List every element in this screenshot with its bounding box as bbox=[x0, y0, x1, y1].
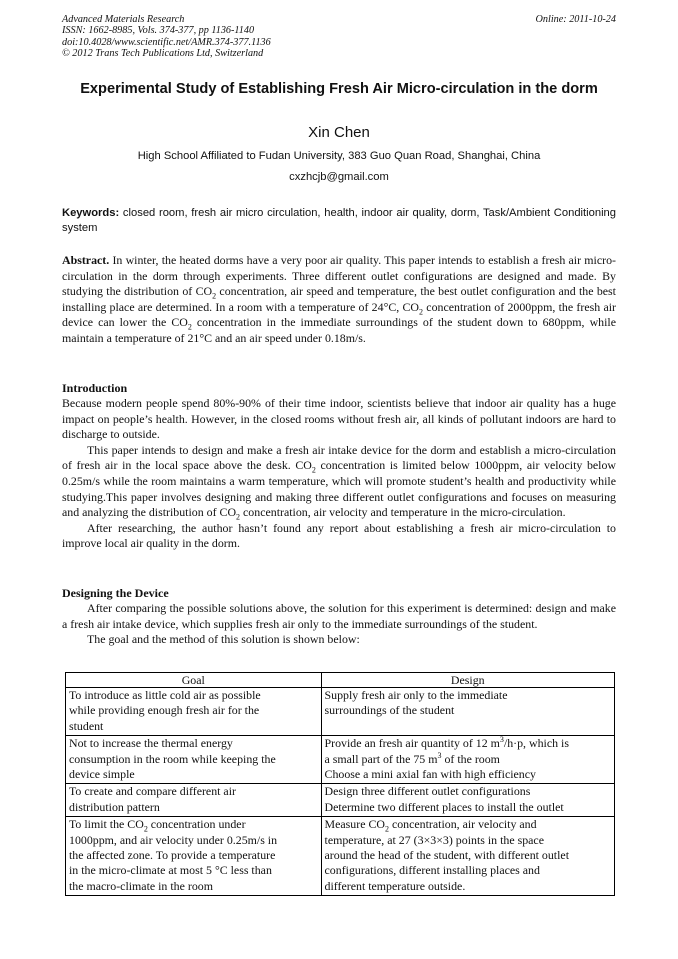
cell-line: in the micro-climate at most 5 °C less than bbox=[69, 863, 272, 878]
paragraph: Because modern people spend 80%-90% of their time indoor, scientists believe that indoor air quality has a huge impact on people’s health. However, in the closed rooms without fresh air, all kinds of pollutant indoors are hard to discharge to outside. bbox=[62, 396, 616, 442]
subscript: 2 bbox=[419, 307, 424, 317]
cell-line: To create and compare different air bbox=[69, 784, 236, 799]
cell-text: To limit the CO bbox=[69, 817, 144, 832]
subscript: 2 bbox=[212, 291, 217, 301]
table-row bbox=[66, 736, 615, 784]
abstract-text: concentration, air speed and temperature, the best outlet configuration and the best installing place are determined. In a room with a temperature of 24°C, CO bbox=[62, 284, 616, 314]
design-cell bbox=[321, 688, 614, 736]
cell-text: /h·p, which is bbox=[503, 736, 569, 751]
cell-line: the macro-climate in the room bbox=[69, 878, 213, 893]
abstract-text: In winter, the heated dorms have a very poor air quality. This paper intends to establish a fresh air micro-circulation in the dorm through experiments. Three different outlet configurations are designed and made. By studying the distribution of CO bbox=[62, 253, 616, 299]
paragraph: After comparing the possible solutions above, the solution for this experiment is determined: design and make a fresh air intake device, which supplies fresh air only to the immediate surroundings of the student. bbox=[62, 601, 616, 631]
cell-line: Design three different outlet configurations bbox=[324, 784, 531, 799]
cell-text: concentration under bbox=[147, 817, 246, 832]
keywords-label: Keywords: bbox=[62, 207, 120, 219]
cell-text: of the room bbox=[441, 751, 500, 766]
cell-line: while providing enough fresh air for the bbox=[69, 703, 260, 718]
section-heading-introduction: Introduction bbox=[62, 381, 128, 395]
cell-line: 1000ppm, and air velocity under 0.25m/s in bbox=[69, 832, 278, 847]
design-cell bbox=[321, 736, 614, 784]
cell-line: surroundings of the student bbox=[324, 703, 455, 718]
design-cell bbox=[321, 817, 614, 896]
cell-line bbox=[325, 752, 611, 767]
cell-line bbox=[69, 817, 318, 832]
cell-line: device simple bbox=[69, 767, 135, 782]
cell-line: distribution pattern bbox=[69, 799, 160, 814]
designing-section bbox=[62, 586, 616, 648]
cell-line: different temperature outside. bbox=[324, 878, 466, 893]
abstract-text: concentration of 2000ppm, the fresh air device can lower the CO bbox=[62, 299, 617, 330]
superscript: 3 bbox=[499, 735, 504, 745]
goal-cell bbox=[66, 736, 322, 784]
table-row bbox=[66, 784, 615, 817]
abstract-text: concentration in the immediate surroundings of the student down to 680ppm, while maintain a temperature of 21°C and an air speed under 0.18m/s. bbox=[62, 315, 616, 345]
paragraph-text: concentration, air velocity and temperature in the micro-circulation. bbox=[240, 505, 566, 520]
design-cell bbox=[321, 784, 614, 817]
table-header-row bbox=[66, 673, 615, 688]
superscript: 3 bbox=[437, 750, 442, 760]
cell-line: temperature, at 27 (3×3×3) points in the space bbox=[324, 832, 544, 847]
subscript: 2 bbox=[143, 824, 148, 834]
section-heading-designing: Designing the Device bbox=[62, 586, 169, 600]
running-header bbox=[62, 14, 616, 60]
abstract-label: Abstract. bbox=[62, 253, 110, 267]
cell-text: a small part of the 75 m bbox=[324, 751, 438, 766]
subscript: 2 bbox=[236, 512, 241, 522]
cell-line: Determine two different places to install the outlet bbox=[324, 799, 564, 814]
author-name: Xin Chen bbox=[308, 124, 370, 141]
paragraph-text: concentration is limited below 1000ppm, air velocity below 0.25m/s while the room maintains a warm temperature, which will promote student’s health and productivity while studying.This paper involves designing and making three different outlet configurations and focuses on measuring and analyzing the distribution of CO bbox=[62, 458, 617, 520]
doi-line: doi:10.4028/www.scientific.net/AMR.374-377.1136 bbox=[62, 36, 271, 48]
cell-text: Provide an fresh air quantity of 12 m bbox=[324, 736, 500, 751]
goal-design-table bbox=[65, 672, 615, 896]
issn-line: ISSN: 1662-8985, Vols. 374-377, pp 1136-1140 bbox=[62, 25, 255, 37]
introduction-section bbox=[62, 381, 616, 552]
goal-cell bbox=[66, 817, 322, 896]
cell-line: Supply fresh air only to the immediate bbox=[324, 688, 508, 702]
subscript: 2 bbox=[187, 322, 192, 332]
cell-line bbox=[325, 736, 611, 751]
cell-line: consumption in the room while keeping the bbox=[69, 751, 276, 766]
cell-text: concentration, air velocity and bbox=[388, 817, 537, 832]
online-date: Online: 2011-10-24 bbox=[535, 14, 616, 25]
cell-line: the affected zone. To provide a temperature bbox=[69, 848, 276, 863]
cell-line: Choose a mini axial fan with high efficiency bbox=[324, 767, 536, 782]
keywords bbox=[62, 206, 616, 236]
abstract bbox=[62, 253, 616, 347]
cell-line bbox=[325, 817, 611, 832]
journal-name: Advanced Materials Research bbox=[62, 14, 185, 25]
subscript: 2 bbox=[384, 824, 389, 834]
cell-text: Measure CO bbox=[324, 817, 385, 832]
cell-line: configurations, different installing places and bbox=[324, 863, 540, 878]
table-row bbox=[66, 817, 615, 896]
paper-title: Experimental Study of Establishing Fresh Air Micro-circulation in the dorm bbox=[80, 81, 598, 97]
cell-line: around the head of the student, with different outlet bbox=[324, 848, 569, 863]
author-email: cxzhcjb@gmail.com bbox=[289, 171, 389, 183]
paragraph: The goal and the method of this solution is shown below: bbox=[87, 632, 360, 647]
table-row bbox=[66, 688, 615, 736]
column-header-design: Design bbox=[321, 673, 614, 688]
column-header-goal: Goal bbox=[66, 673, 322, 688]
goal-cell bbox=[66, 784, 322, 817]
paragraph-text: This paper intends to design and make a fresh air intake device for the dorm and establish a micro-circulation of fresh air in the local space above the desk. CO bbox=[62, 442, 616, 473]
copyright-line: © 2012 Trans Tech Publications Ltd, Switzerland bbox=[62, 48, 264, 60]
cell-line: Not to increase the thermal energy bbox=[69, 736, 233, 751]
paragraph bbox=[62, 443, 616, 521]
paragraph: After researching, the author hasn’t found any report about establishing a fresh air micro-circulation to improve local air quality in the dorm. bbox=[62, 520, 616, 551]
author-affiliation: High School Affiliated to Fudan University, 383 Guo Quan Road, Shanghai, China bbox=[137, 150, 541, 162]
cell-line: To introduce as little cold air as possible bbox=[69, 688, 261, 702]
subscript: 2 bbox=[311, 465, 316, 475]
keywords-text: closed room, fresh air micro circulation, health, indoor air quality, dorm, Task/Ambient Conditioning system bbox=[62, 207, 617, 234]
cell-line: student bbox=[69, 718, 104, 733]
goal-cell bbox=[66, 688, 322, 736]
